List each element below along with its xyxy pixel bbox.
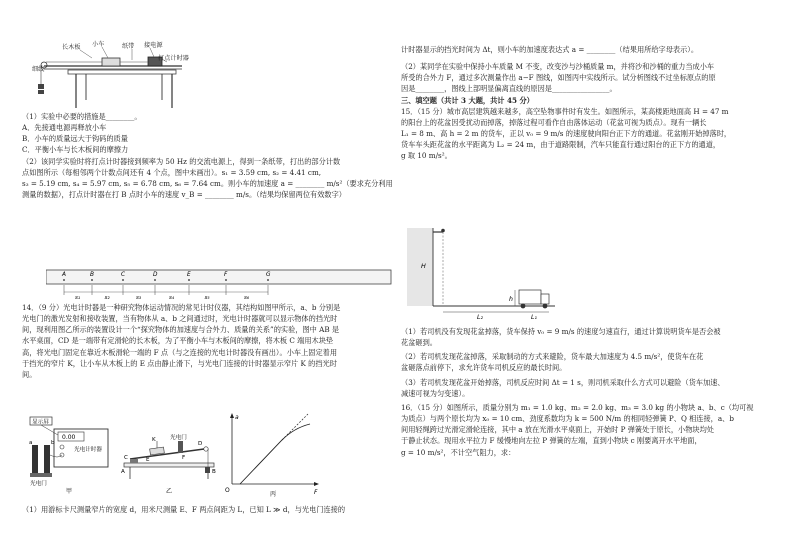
label-reading: 0.00 [62,434,76,441]
q15-line: L₁ = 8 m、高 h = 2 m 的货车，正以 v₀ = 9 m/s 的速度驶向阳台正下方的通道。花盆刚开始掉落时， [401,129,732,139]
q14-part2-line: 因是________，图线上部明显偏离直线的原因是________________。 [401,84,617,94]
q13-option-a: A．先接通电源再释放小车 [22,123,107,133]
label-car: 小车 [92,41,105,48]
tape-segment-label: s₂ [104,295,110,301]
q15-line: 的阳台上的花盆因受扰动而掉落，掉落过程可看作自由落体运动（花盆可视为质点）。现有一辆长 [401,117,707,127]
q15-part1-line: （1）若司机没有发现花盆掉落，货车保持 v₀ = 9 m/s 的速度匀速直行，通过计算说明货车是否会被 [401,327,721,336]
tape-point-label: C [121,272,126,278]
label-board: 长木板 [62,44,81,51]
q13-part2-line: 测量的数据），打点计时器在打 B 点时小车的速度 v_B = ________ m/s。（结果均保留两位有效数字） [22,190,346,200]
label-L2: L₂ [477,314,483,320]
label-tape: 纸带 [122,43,135,50]
q15-subquestions [401,326,791,458]
q13-option-c: C．平衡小车与长木板间的摩擦力 [22,145,129,155]
tape-point-label: A [62,272,66,278]
label-letter-k: K [152,437,156,443]
q14-part2-line: 所受的合外力 F，通过多次测量作出 a−F 图线，如图丙中实线所示。试分析图线不过坐标原点的原 [401,73,716,83]
q15-line: g 取 10 m/s²。 [401,151,452,161]
q15-part2-line: 盆砸落点前停下，求允许货车司机反应的最长时间。 [401,363,567,373]
label-timer-jia: 光电计时器 [74,447,102,453]
q14-part1-cont: 计时器显示的挡光时间为 Δt，则小车的加速度表达式 a = ________（结果用所给字母表示）。 [401,45,699,54]
a-f-graph-bing [222,410,322,498]
label-h: h [509,296,513,303]
tape-point-label: E [187,272,191,278]
q14-line: 间。 [22,369,37,379]
q13-part2-line: s₃ = 5.19 cm, s₄ = 5.97 cm, s₅ = 6.78 cm, s₆ = 7.64 cm。则小车的加速度 a = ________ m/s²（要求充分利用 [22,178,393,188]
q13-part2-line: 点如图所示（每相邻两个计数点间还有 4 个点，图中未画出）。s₁ = 3.59 cm, s₂ = 4.41 cm, [22,167,322,177]
q14-part1: （1）用游标卡尺测量窄片的宽度 d，用米尺测量 E、F 两点间距为 L，已知 L ≫ d，与光电门连接的 [22,505,346,514]
tape-point-label: B [90,272,94,278]
q13-part2-line: （2）该同学实验时将打点计时器接到频率为 50 Hz 的交流电源上，得到一条纸带，打出的部分计数 [22,156,341,166]
q13-block [22,111,412,200]
q16-line: 16．（15 分）如图所示，质量分别为 m₁ = 1.0 kg、m₂ = 2.0 kg、m₃ = 3.0 kg 的小物块 a、b、c（均可视 [401,402,754,412]
photogate-figure-jia [28,415,114,495]
q14-line: 水平桌面，CD 是一端带有定滑轮的长木板，为了平衡小车与木板间的摩擦，将木板 C 端用木块垫 [22,336,334,346]
label-screen: 显示屏 [32,419,49,426]
q15-line: 15．（15 分）城市高层建筑越来越多，高空坠物事件时有发生。如图所示，某高楼距地面高 H = 47 m [401,106,729,116]
label-letter-b: B [212,469,216,475]
q14-part2-line: （2）某同学在实验中保持小车质量 M 不变，改变沙与沙桶质量 m，并将沙和沙桶的重力当成小车 [401,62,715,72]
label-power: 接电源 [144,42,163,49]
tape-point-label: F [224,272,228,278]
q14-line: 间，现利用图乙所示的装置设计一个“探究物体的加速度与合外力、质量的关系”的实验，图中 AB 是 [22,325,340,335]
q16-line: 间用轻绳跨过光滑定滑轮连接，其中 a 放在光滑水平桌面上，开始时 P 弹簧处于原长，小物块均处 [401,425,714,435]
tape-point-label: G [266,272,271,278]
tape-dot [267,279,269,281]
q14-line: 于挡光的窄片 K，让小车从木板上的 E 点由静止滑下，与光电门连接的计时器显示窄片 K 的挡光时 [22,358,337,368]
label-letter-d: D [198,441,203,447]
tape-dot [63,279,65,281]
tape-segment-label: s₄ [169,295,175,301]
caption-yi: 乙 [166,488,173,495]
axis-label-f: F [314,489,318,496]
origin-label: O [225,487,230,494]
q13-part1: （1）实验中必要的措施是________。 [22,112,142,121]
label-timer: 打点计时器 [158,55,189,62]
label-rope: 细线 [32,66,45,73]
q16-line: 于静止状态。现用水平拉力 F 缓慢地向左拉 P 弹簧的左端，直到小物块 c 刚要离开水平地面， [401,436,702,446]
q14-cont-block [401,44,791,162]
tape-point-label: D [153,272,158,278]
q15-part3-line: 减速可视为匀变速）。 [401,388,470,398]
label-letter-a: A [121,469,125,475]
tape-dot [188,279,190,281]
label-a: a [29,440,33,446]
tape-figure [46,264,406,302]
caption-bing: 丙 [270,491,277,498]
tape-segment-label: s₁ [75,295,81,301]
q14-line: 14．（9 分）光电计时器是一种研究物体运动情况的常见计时仪器，其结构如图甲所示，a、b 分别是 [22,303,341,312]
building-truck-figure [407,228,557,320]
label-b: b [51,440,55,446]
label-L1: L₁ [531,314,537,320]
tape-dot [154,279,156,281]
label-letter-c: C [124,455,128,461]
q15-part3-line: （3）若司机发现花盆开始掉落，司机反应时间 Δt = 1 s，则司机采取什么方式可以避险（货车加速、 [401,377,725,387]
q16-line: g = 10 m/s²，不计空气阻力，求： [401,447,516,457]
tape-segment-label: s₆ [244,295,250,301]
q14-line: 高，将光电门固定在靠近木板滑轮一端的 F 点（与之连接的光电计时器没有画出）。小车上固定着用 [22,347,338,357]
label-gate-jia: 光电门 [30,481,47,487]
section-3-heading: 三、填空题（共计 3 大题，共计 45 分） [401,95,534,105]
q15-line: 货车车头距花盆的水平距离为 L₂ = 24 m，由于道路限制，汽车只能直行通过阳台的正下方的通道， [401,140,721,150]
axis-label-a: a [235,414,239,421]
q14-block [22,302,412,380]
tape-dot [122,279,124,281]
tape-segment-label: s₃ [136,295,142,301]
label-gate-yi: 光电门 [170,435,187,441]
q15-part2-line: （2）若司机发现花盆掉落，采取制动的方式来避险，货车最大加速度为 4.5 m/s²，使货车在花 [401,352,704,362]
q16-line: 为质点）与两个原长均为 x₀ = 10 cm、劲度系数均为 k = 500 N/m 的相同轻弹簧 P、Q 相连接，a、b [401,414,734,424]
apparatus-figure [32,38,202,110]
q15-part1-line: 花盆砸到。 [401,338,437,348]
caption-jia: 甲 [66,488,73,495]
label-letter-e: E [146,457,150,463]
tape-dot [225,279,227,281]
incline-figure-yi [120,415,220,495]
q13-option-b: B．小车的质量远大于钩码的质量 [22,134,128,144]
tape-segment-label: s₅ [204,295,210,301]
q14-line: 光电门的激光发射和接收装置，当有物体从 a、b 之间通过时，光电计时器就可以显示物体的挡光时 [22,314,338,324]
label-letter-f: F [182,455,186,461]
label-H: H [421,262,426,270]
tape-dot [91,279,93,281]
